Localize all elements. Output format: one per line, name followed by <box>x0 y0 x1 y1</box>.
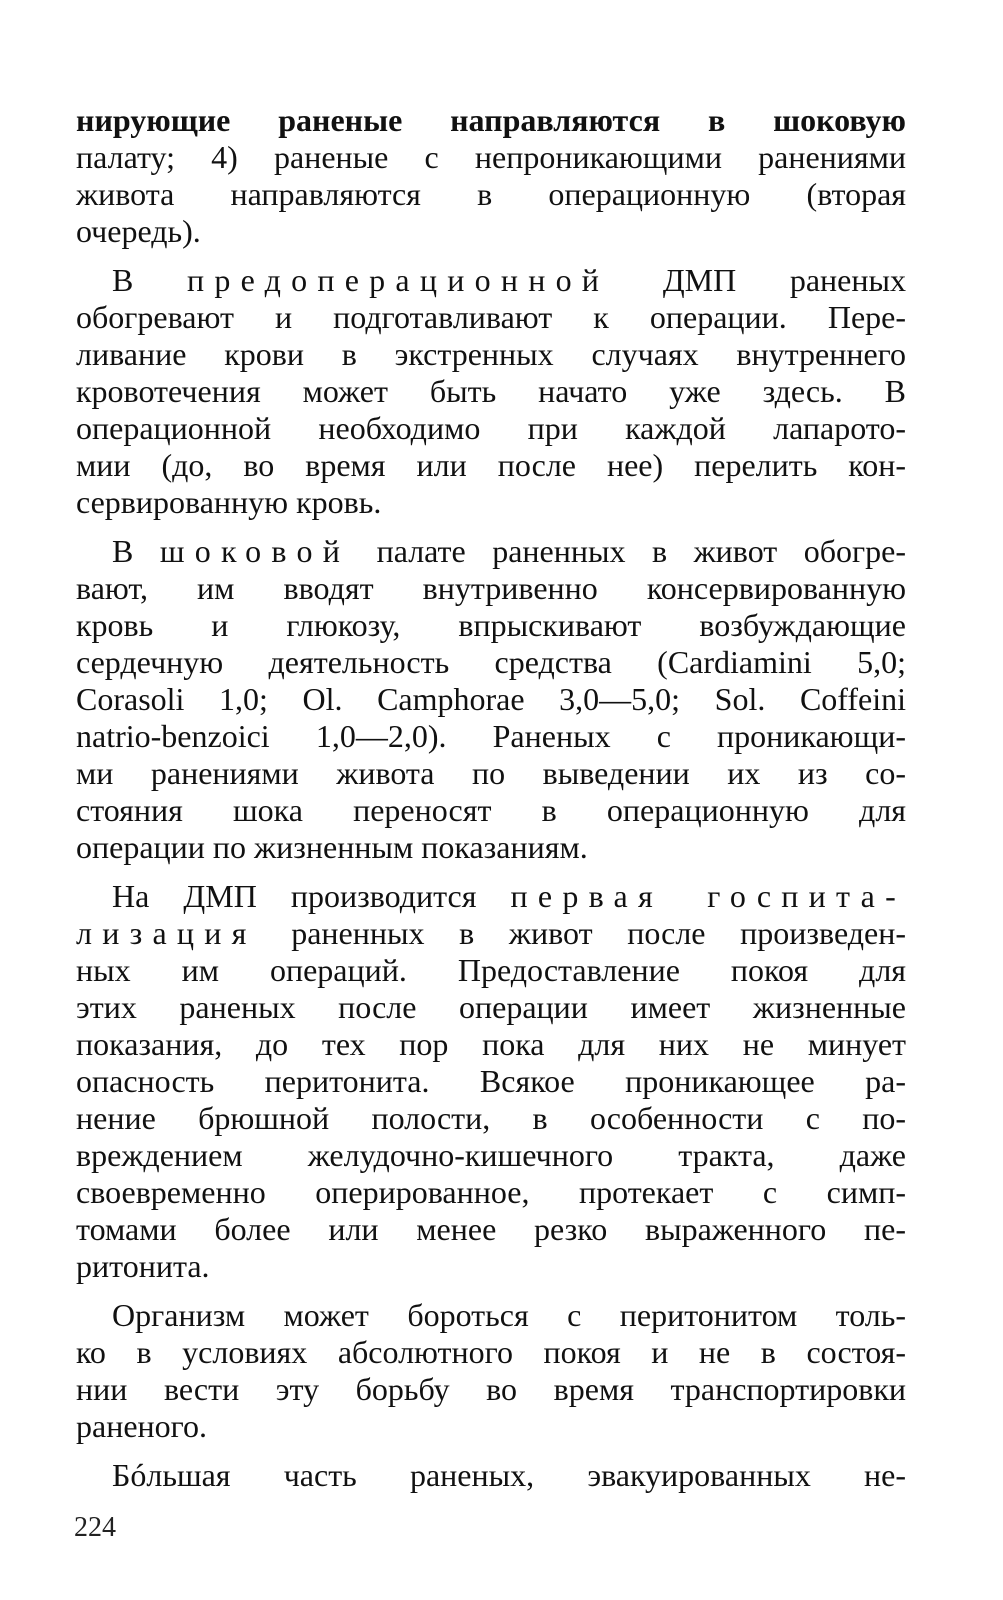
line-text: раненого. <box>76 1408 207 1444</box>
text-line <box>76 1297 906 1334</box>
line-text: этих раненых после операции имеет жизненные <box>76 989 906 1025</box>
book-page-text <box>76 102 906 1494</box>
text-line <box>76 829 906 866</box>
text-line <box>76 915 906 952</box>
line-text: раненных в живот после произведен- <box>256 915 906 951</box>
spaced-emphasis-text: лизация <box>76 915 257 951</box>
text-line <box>76 1100 906 1137</box>
line-text: кровотечения может быть начато уже здесь. В <box>76 373 906 409</box>
line-text: операционной необходимо при каждой лапарото- <box>76 410 906 446</box>
paragraph-gap <box>76 866 906 878</box>
text-line <box>76 336 906 373</box>
text-line <box>76 1457 906 1494</box>
text-line <box>76 410 906 447</box>
paragraph-gap <box>76 1285 906 1297</box>
paragraph <box>76 262 906 521</box>
text-line <box>76 878 906 915</box>
text-line <box>76 533 906 570</box>
spaced-emphasis-text: шоковой <box>159 533 351 569</box>
line-text: нии вести эту борьбу во время транспортировки <box>76 1371 906 1407</box>
line-text: обогревают и подготавливают к операции. Пере- <box>76 299 906 335</box>
line-text: Организм может бороться с перитонитом толь- <box>112 1297 906 1333</box>
line-text: опасность перитонита. Всякое проникающее ра- <box>76 1063 906 1099</box>
text-line <box>76 176 906 213</box>
line-text: ритонита. <box>76 1248 210 1284</box>
line-text: сердечную деятельность средства (Cardiamini 5,0; <box>76 644 906 680</box>
text-line <box>76 755 906 792</box>
line-text: вают, им вводят внутривенно консервированную <box>76 570 906 606</box>
line-text: нирующие раненые направляются в шоковую <box>76 102 906 138</box>
text-line <box>76 718 906 755</box>
line-text: томами более или менее резко выраженного пе- <box>76 1211 906 1247</box>
text-line <box>76 1371 906 1408</box>
paragraph <box>76 533 906 866</box>
text-line <box>76 1026 906 1063</box>
line-text: сервированную кровь. <box>76 484 382 520</box>
text-line <box>76 213 906 250</box>
paragraph <box>76 1457 906 1494</box>
paragraph <box>76 878 906 1285</box>
line-text: ДМП раненых <box>609 262 906 298</box>
spaced-emphasis-text: предоперационной <box>186 262 610 298</box>
line-text: мии (до, во время или после нее) перелить кон- <box>76 447 906 483</box>
text-line <box>76 262 906 299</box>
line-text: палате раненных в живот обогре- <box>350 533 906 569</box>
line-text: ко в условиях абсолютного покоя и не в состоя- <box>76 1334 906 1370</box>
line-text: Бóльшая часть раненых, эвакуированных не- <box>112 1457 906 1493</box>
line-text: очередь). <box>76 213 201 249</box>
text-line <box>76 792 906 829</box>
line-text: показания, до тех пор пока для них не минует <box>76 1026 906 1062</box>
line-text: natrio-benzoici 1,0—2,0). Раненых с проникающи- <box>76 718 906 754</box>
text-line <box>76 570 906 607</box>
text-line <box>76 1063 906 1100</box>
line-text: В <box>112 533 160 569</box>
text-line <box>76 1248 906 1285</box>
paragraph <box>76 1297 906 1445</box>
page-number: 224 <box>74 1512 116 1543</box>
text-line <box>76 1211 906 1248</box>
line-text: нение брюшной полости, в особенности с по- <box>76 1100 906 1136</box>
text-line <box>76 1137 906 1174</box>
line-text: ливание крови в экстренных случаях внутреннего <box>76 336 906 372</box>
line-text: стояния шока переносят в операционную для <box>76 792 906 828</box>
line-text: операции по жизненным показаниям. <box>76 829 588 865</box>
line-text: кровь и глюкозу, впрыскивают возбуждающие <box>76 607 906 643</box>
paragraph-gap <box>76 521 906 533</box>
paragraph <box>76 102 906 250</box>
text-line <box>76 1334 906 1371</box>
text-line <box>76 989 906 1026</box>
spaced-emphasis-text: первая госпита- <box>510 878 906 914</box>
line-text: живота направляются в операционную (вторая <box>76 176 906 212</box>
text-line <box>76 102 906 139</box>
text-line <box>76 644 906 681</box>
text-line <box>76 484 906 521</box>
text-line <box>76 607 906 644</box>
text-line <box>76 447 906 484</box>
line-text: В <box>112 262 187 298</box>
text-line <box>76 1174 906 1211</box>
text-line <box>76 681 906 718</box>
line-text: своевременно оперированное, протекает с симп- <box>76 1174 906 1210</box>
text-line <box>76 1408 906 1445</box>
text-line <box>76 952 906 989</box>
line-text: палату; 4) раненые с непроникающими ранениями <box>76 139 906 175</box>
text-line <box>76 299 906 336</box>
line-text: ных им операций. Предоставление покоя для <box>76 952 906 988</box>
line-text: На ДМП производится <box>112 878 511 914</box>
paragraph-gap <box>76 1445 906 1457</box>
text-line <box>76 139 906 176</box>
paragraph-gap <box>76 250 906 262</box>
text-line <box>76 373 906 410</box>
line-text: вреждением желудочно-кишечного тракта, даже <box>76 1137 906 1173</box>
line-text: ми ранениями живота по выведении их из со- <box>76 755 906 791</box>
line-text: Corasoli 1,0; Ol. Camphorae 3,0—5,0; Sol. Coffeini <box>76 681 906 717</box>
